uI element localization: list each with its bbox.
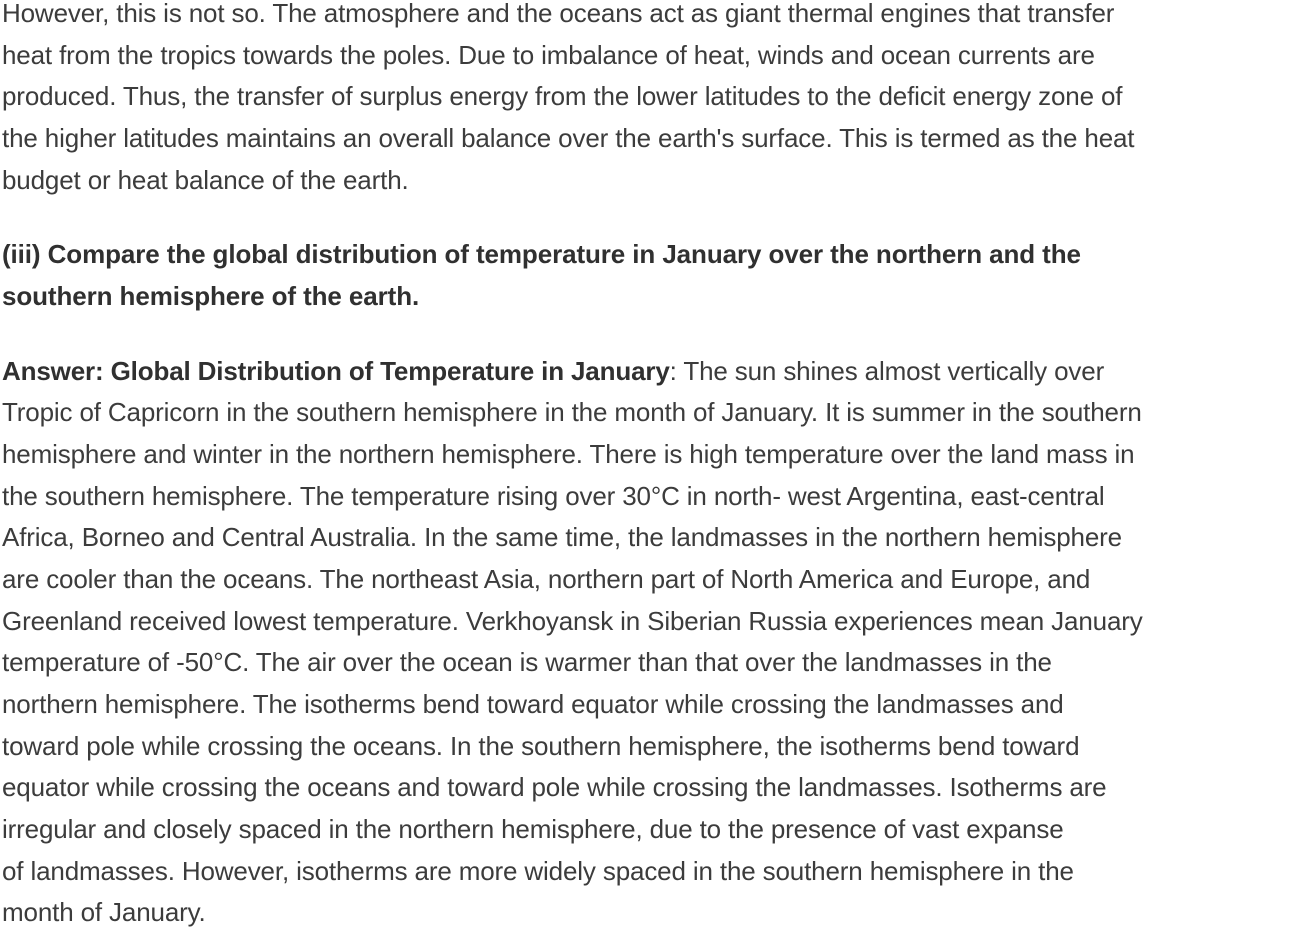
intro-line: budget or heat balance of the earth.: [2, 165, 409, 195]
intro-line: However, this is not so. The atmosphere and the oceans act as giant thermal engines that transfer: [2, 0, 1115, 28]
question-line: southern hemisphere of the earth.: [2, 281, 420, 311]
intro-line: the higher latitudes maintains an overall balance over the earth's surface. This is termed as the heat: [2, 123, 1135, 153]
answer-line: equator while crossing the oceans and toward pole while crossing the landmasses. Isotherms are: [2, 772, 1107, 802]
answer-line: Greenland received lowest temperature. Verkhoyansk in Siberian Russia experiences mean January: [2, 606, 1143, 636]
answer-first-line-text: : The sun shines almost vertically over: [669, 356, 1105, 386]
answer-line: toward pole while crossing the oceans. In the southern hemisphere, the isotherms bend toward: [2, 731, 1080, 761]
answer-line: are cooler than the oceans. The northeast Asia, northern part of North America and Europe, and: [2, 564, 1091, 594]
answer-line: northern hemisphere. The isotherms bend toward equator while crossing the landmasses and: [2, 689, 1064, 719]
answer-first-line: [2, 356, 1104, 386]
answer-line: of landmasses. However, isotherms are more widely spaced in the southern hemisphere in the: [2, 856, 1074, 886]
answer-line: Africa, Borneo and Central Australia. In the same time, the landmasses in the northern hemisphere: [2, 522, 1122, 552]
question-line: (iii) Compare the global distribution of temperature in January over the northern and the: [2, 239, 1081, 269]
answer-line: temperature of -50°C. The air over the ocean is warmer than that over the landmasses in the: [2, 647, 1052, 677]
answer-line: month of January.: [2, 897, 206, 927]
answer-line: hemisphere and winter in the northern hemisphere. There is high temperature over the land mass in: [2, 439, 1135, 469]
answer-line: the southern hemisphere. The temperature rising over 30°C in north- west Argentina, east-central: [2, 481, 1105, 511]
answer-label: Answer: Global Distribution of Temperature in January: [2, 356, 670, 386]
answer-line: Tropic of Capricorn in the southern hemisphere in the month of January. It is summer in the southern: [2, 397, 1142, 427]
intro-line: produced. Thus, the transfer of surplus energy from the lower latitudes to the deficit energy zone of: [2, 81, 1123, 111]
intro-line: heat from the tropics towards the poles. Due to imbalance of heat, winds and ocean currents are: [2, 40, 1095, 70]
answer-line: irregular and closely spaced in the northern hemisphere, due to the presence of vast expanse: [2, 814, 1064, 844]
